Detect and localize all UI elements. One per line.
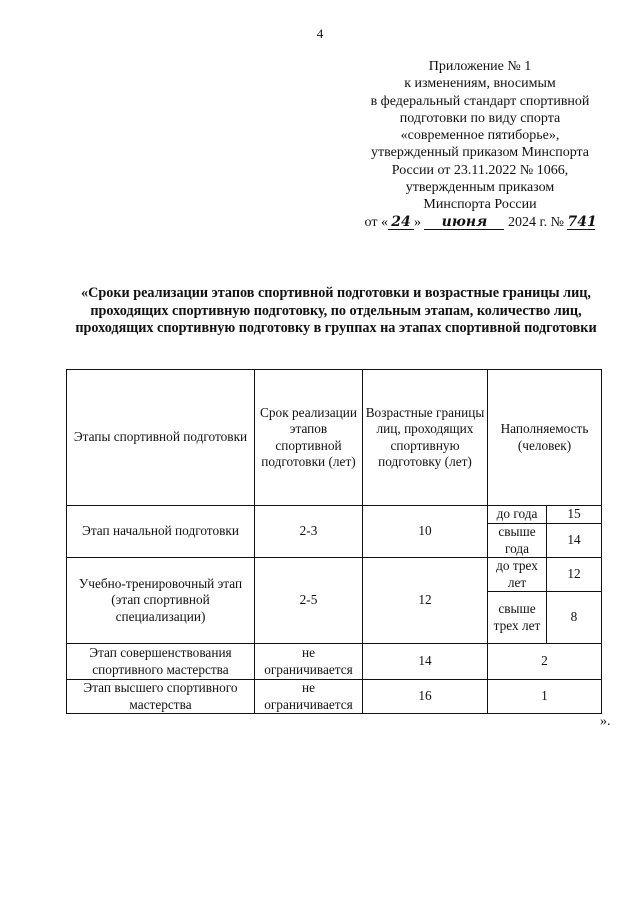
table-header-row (67, 370, 602, 506)
cell-duration: 2-5 (255, 558, 363, 644)
header-stages: Этапы спортивной подготовки (67, 370, 255, 506)
header-age: Возрастные границы лиц, проходящих спортивную подготовку (лет) (363, 370, 488, 506)
cell-sub-value: 8 (547, 592, 602, 644)
cell-sub-label: свыше трех лет (488, 592, 547, 644)
appendix-line: Приложение № 1 (428, 59, 532, 74)
year-text: 2024 г. № (507, 214, 564, 230)
section-title: «Сроки реализации этапов спортивной подготовки и возрастные границы лиц, проходящих спортивную подготовку, по отдельным этапам, количество лиц, проходящих спортивную подготовку в группах на этапах спортивной подготовки (75, 285, 597, 336)
table-row (67, 506, 602, 524)
cell-duration: не ограничивается (255, 644, 363, 680)
page-number: 4 (316, 26, 324, 41)
cell-stage: Этап высшего спортивного мастерства (67, 680, 255, 714)
table-row (67, 644, 602, 680)
appendix-line: «современное пятиборье», (400, 128, 560, 144)
date-prefix: от « (364, 214, 388, 230)
cell-stage: Этап начальной подготовки (67, 506, 255, 558)
handwritten-order-number: 741 (567, 213, 597, 230)
handwritten-day: 24 (388, 215, 414, 230)
cell-stage: Учебно-тренировочный этап (этап спортивной специализации) (67, 558, 255, 644)
appendix-line: Минспорта России (423, 197, 537, 213)
cell-sub-value: 14 (547, 524, 602, 558)
appendix-header (340, 58, 620, 231)
cell-sub-label: до трех лет (488, 558, 547, 592)
cell-sub-value: 15 (547, 506, 602, 524)
closing-quote: ». (600, 714, 611, 729)
table-row (67, 558, 602, 592)
cell-stage: Этап совершенствования спортивного мастерства (67, 644, 255, 680)
cell-sub-value: 12 (547, 558, 602, 592)
cell-age: 16 (363, 680, 488, 714)
appendix-line: подготовки по виду спорта (399, 110, 561, 126)
stages-table (66, 369, 602, 714)
handwritten-month: июня (424, 215, 504, 230)
table-row (67, 680, 602, 714)
appendix-line: утвержденным приказом (405, 180, 555, 196)
appendix-line: России от 23.11.2022 № 1066, (391, 162, 569, 178)
appendix-line: к изменениям, вносимым (404, 76, 556, 92)
cell-occupancy: 2 (488, 644, 602, 680)
cell-age: 14 (363, 644, 488, 680)
cell-sub-label: свыше года (488, 524, 547, 558)
cell-duration: не ограничивается (255, 680, 363, 714)
date-mid: » (413, 214, 421, 230)
header-occupancy: Наполняемость (человек) (488, 370, 602, 506)
header-duration: Срок реализации этапов спортивной подготовки (лет) (255, 370, 363, 506)
cell-age: 10 (363, 506, 488, 558)
appendix-line: утвержденный приказом Минспорта (370, 145, 590, 161)
order-date-line (340, 214, 620, 231)
cell-duration: 2-3 (255, 506, 363, 558)
cell-age: 12 (363, 558, 488, 644)
cell-occupancy: 1 (488, 680, 602, 714)
cell-sub-label: до года (488, 506, 547, 524)
appendix-line: в федеральный стандарт спортивной (370, 93, 590, 109)
